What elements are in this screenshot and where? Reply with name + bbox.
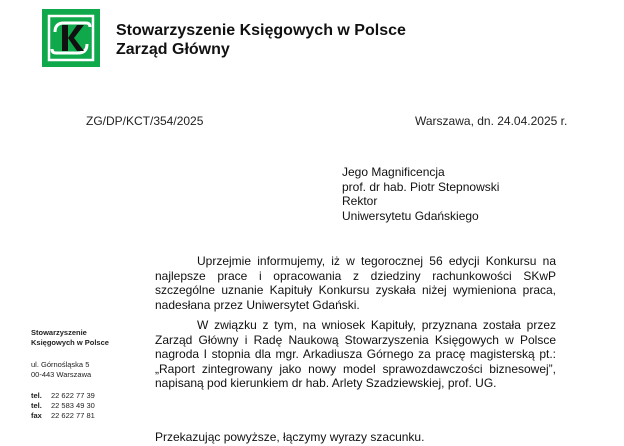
addressee-line2: prof. dr hab. Piotr Stepnowski <box>342 179 500 194</box>
addressee-line4: Uniwersytetu Gdańskiego <box>342 208 479 223</box>
contact-row <box>31 401 109 411</box>
organization-title <box>116 21 406 59</box>
contact-value: 22 583 49 30 <box>51 401 95 410</box>
org-name-line2: Zarząd Główny <box>116 41 230 58</box>
body-paragraph-2: W związku z tym, na wniosek Kapituły, przyznana została przez Zarząd Główny i Radę Naukową Stowarzyszenia Księgowych w Polsce nagroda I stopnia dla mgr. Arkadiusza Górnego za pracę magisterską pt.: „Raport zintegrowany jako nowy model sprawozdawczości biznesowej”, napisaną pod kierunkiem dr hab. Arlety Szadziewskiej, prof. UG. <box>155 318 556 390</box>
addressee-line1: Jego Magnificencja <box>342 165 445 179</box>
skwp-logo <box>42 9 100 67</box>
contact-row <box>31 391 109 401</box>
addressee-block <box>342 165 499 223</box>
sidebar-org-name-line1: Stowarzyszenie <box>31 328 87 337</box>
letter-date: Warszawa, dn. 24.04.2025 r. <box>415 114 568 128</box>
contact-row <box>31 411 109 421</box>
contact-label: fax <box>31 411 42 420</box>
reference-number: ZG/DP/KCT/354/2025 <box>86 114 204 128</box>
contact-label: tel. <box>31 391 42 400</box>
sidebar-contacts <box>31 391 109 421</box>
sidebar-address <box>31 360 109 380</box>
sidebar-street: ul. Górnośląska 5 <box>31 360 90 369</box>
closing-paragraph: Przekazując powyższe, łączymy wyrazy szacunku. <box>155 430 425 444</box>
sidebar-city: 00-443 Warszawa <box>31 370 92 379</box>
body-paragraph-1: Uprzejmie informujemy, iż w tegorocznej 56 edycji Konkursu na najlepsze prace i opracowania z dziedziny rachunkowości SKwP szczególne uznanie Kapituły Konkursu zyskała niżej wymieniona praca, nadesłana przez Uniwersytet Gdański. <box>155 254 556 312</box>
skwp-logo-icon <box>42 9 100 67</box>
org-name-line1: Stowarzyszenie Księgowych w Polsce <box>116 22 406 39</box>
contact-label: tel. <box>31 401 42 410</box>
contact-value: 22 622 77 81 <box>51 411 95 420</box>
contact-value: 22 622 77 39 <box>51 391 95 400</box>
sidebar-org-name-line2: Księgowych w Polsce <box>31 338 109 347</box>
addressee-line3: Rektor <box>342 194 378 208</box>
sidebar-contact <box>31 328 109 421</box>
